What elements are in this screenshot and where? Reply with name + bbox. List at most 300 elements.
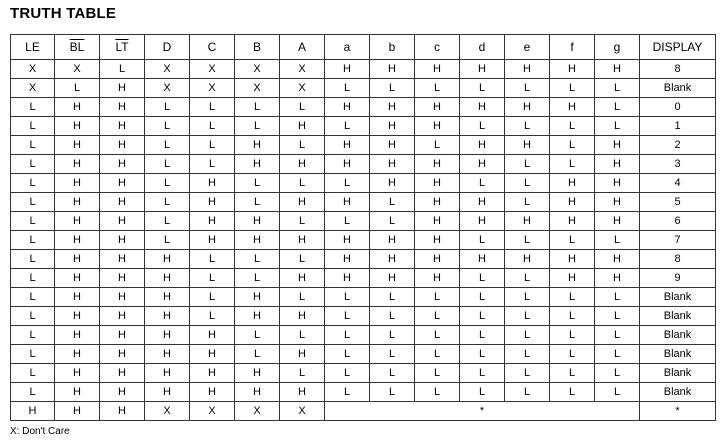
- table-cell: L: [370, 212, 415, 231]
- table-cell: L: [235, 269, 280, 288]
- table-cell: L: [415, 326, 460, 345]
- table-cell: L: [280, 136, 325, 155]
- table-cell: X: [280, 60, 325, 79]
- table-cell: H: [55, 117, 100, 136]
- display-cell: 7: [640, 231, 716, 250]
- table-cell: H: [145, 269, 190, 288]
- table-cell: X: [190, 79, 235, 98]
- table-cell: L: [415, 136, 460, 155]
- table-cell: H: [415, 231, 460, 250]
- table-cell: H: [550, 60, 595, 79]
- table-cell: H: [55, 250, 100, 269]
- table-cell: H: [100, 155, 145, 174]
- table-cell: L: [145, 117, 190, 136]
- table-cell: H: [55, 98, 100, 117]
- table-cell: L: [190, 155, 235, 174]
- table-cell: H: [100, 326, 145, 345]
- table-cell: H: [100, 174, 145, 193]
- table-cell: X: [235, 60, 280, 79]
- display-cell: 4: [640, 174, 716, 193]
- table-row: [11, 383, 716, 402]
- table-cell: H: [505, 136, 550, 155]
- table-cell: X: [145, 402, 190, 421]
- header-row: [11, 35, 716, 60]
- display-cell: Blank: [640, 364, 716, 383]
- table-cell: L: [550, 231, 595, 250]
- table-cell: L: [190, 250, 235, 269]
- table-cell: H: [11, 402, 55, 421]
- display-cell: *: [640, 402, 716, 421]
- table-cell: L: [55, 79, 100, 98]
- outputs-note-cell: *: [325, 402, 640, 421]
- table-row: [11, 326, 716, 345]
- table-cell: L: [235, 174, 280, 193]
- display-cell: Blank: [640, 345, 716, 364]
- table-cell: L: [280, 212, 325, 231]
- table-cell: L: [505, 345, 550, 364]
- table-cell: L: [550, 307, 595, 326]
- table-cell: L: [11, 155, 55, 174]
- table-cell: H: [595, 60, 640, 79]
- table-cell: L: [325, 364, 370, 383]
- table-cell: X: [11, 60, 55, 79]
- column-header: b: [370, 35, 415, 60]
- table-cell: L: [145, 136, 190, 155]
- table-row: [11, 212, 716, 231]
- table-cell: H: [100, 98, 145, 117]
- table-cell: L: [550, 364, 595, 383]
- table-cell: L: [145, 98, 190, 117]
- table-cell: H: [505, 60, 550, 79]
- table-cell: L: [550, 79, 595, 98]
- table-cell: H: [100, 269, 145, 288]
- table-cell: H: [190, 231, 235, 250]
- table-cell: X: [235, 79, 280, 98]
- table-row: [11, 402, 716, 421]
- table-cell: H: [460, 155, 505, 174]
- table-cell: H: [595, 155, 640, 174]
- table-cell: H: [55, 326, 100, 345]
- column-header: $\overline{BL}$: [55, 35, 100, 60]
- table-cell: H: [280, 155, 325, 174]
- table-cell: H: [55, 402, 100, 421]
- table-cell: H: [370, 250, 415, 269]
- column-header: d: [460, 35, 505, 60]
- table-cell: H: [550, 98, 595, 117]
- table-cell: H: [415, 174, 460, 193]
- table-cell: H: [550, 193, 595, 212]
- table-cell: L: [235, 250, 280, 269]
- table-cell: H: [325, 193, 370, 212]
- table-cell: L: [460, 174, 505, 193]
- table-cell: H: [370, 269, 415, 288]
- table-cell: L: [11, 212, 55, 231]
- table-cell: H: [280, 307, 325, 326]
- table-cell: L: [325, 79, 370, 98]
- table-cell: L: [595, 307, 640, 326]
- table-cell: L: [235, 98, 280, 117]
- table-cell: L: [505, 269, 550, 288]
- display-cell: 2: [640, 136, 716, 155]
- display-cell: 3: [640, 155, 716, 174]
- table-cell: L: [235, 326, 280, 345]
- table-cell: L: [415, 288, 460, 307]
- table-row: [11, 136, 716, 155]
- display-cell: 1: [640, 117, 716, 136]
- table-cell: H: [280, 231, 325, 250]
- table-cell: L: [505, 174, 550, 193]
- table-cell: L: [11, 288, 55, 307]
- table-cell: H: [100, 136, 145, 155]
- table-cell: L: [280, 98, 325, 117]
- table-cell: L: [550, 326, 595, 345]
- table-row: [11, 117, 716, 136]
- table-cell: H: [415, 193, 460, 212]
- table-cell: H: [550, 250, 595, 269]
- table-cell: H: [370, 231, 415, 250]
- display-cell: 0: [640, 98, 716, 117]
- column-header: A: [280, 35, 325, 60]
- table-cell: L: [505, 326, 550, 345]
- table-cell: X: [11, 79, 55, 98]
- table-cell: H: [280, 193, 325, 212]
- table-row: [11, 98, 716, 117]
- table-cell: H: [280, 345, 325, 364]
- table-cell: L: [595, 117, 640, 136]
- table-cell: H: [415, 212, 460, 231]
- column-header: e: [505, 35, 550, 60]
- table-cell: H: [145, 307, 190, 326]
- table-cell: L: [550, 288, 595, 307]
- table-cell: H: [55, 136, 100, 155]
- table-cell: H: [100, 402, 145, 421]
- table-cell: H: [55, 288, 100, 307]
- table-cell: H: [415, 269, 460, 288]
- table-cell: H: [370, 98, 415, 117]
- table-row: [11, 288, 716, 307]
- table-row: [11, 345, 716, 364]
- table-cell: X: [280, 79, 325, 98]
- table-cell: H: [280, 383, 325, 402]
- table-cell: L: [415, 307, 460, 326]
- table-cell: H: [235, 231, 280, 250]
- table-cell: L: [595, 79, 640, 98]
- table-cell: H: [505, 212, 550, 231]
- table-cell: H: [100, 117, 145, 136]
- table-cell: H: [190, 193, 235, 212]
- table-cell: H: [235, 383, 280, 402]
- table-cell: H: [100, 250, 145, 269]
- table-cell: L: [11, 364, 55, 383]
- table-cell: H: [55, 212, 100, 231]
- table-row: [11, 269, 716, 288]
- table-cell: X: [145, 60, 190, 79]
- table-cell: H: [145, 250, 190, 269]
- table-cell: H: [145, 345, 190, 364]
- table-cell: H: [235, 288, 280, 307]
- table-cell: L: [550, 383, 595, 402]
- table-cell: L: [145, 231, 190, 250]
- table-row: [11, 307, 716, 326]
- table-row: [11, 250, 716, 269]
- table-cell: L: [370, 288, 415, 307]
- table-cell: L: [550, 117, 595, 136]
- table-row: [11, 174, 716, 193]
- table-cell: L: [595, 288, 640, 307]
- table-cell: L: [460, 326, 505, 345]
- table-row: [11, 231, 716, 250]
- table-cell: L: [11, 307, 55, 326]
- table-cell: L: [325, 307, 370, 326]
- table-cell: H: [550, 174, 595, 193]
- table-cell: H: [325, 231, 370, 250]
- table-cell: L: [11, 174, 55, 193]
- table-cell: L: [11, 98, 55, 117]
- table-cell: L: [145, 155, 190, 174]
- table-cell: L: [190, 307, 235, 326]
- display-cell: 8: [640, 60, 716, 79]
- table-cell: L: [280, 326, 325, 345]
- table-cell: L: [325, 288, 370, 307]
- table-cell: H: [145, 364, 190, 383]
- column-header: DISPLAY: [640, 35, 716, 60]
- table-cell: L: [505, 307, 550, 326]
- truth-table: [10, 34, 716, 421]
- table-cell: L: [460, 364, 505, 383]
- table-cell: L: [235, 193, 280, 212]
- column-header: LE: [11, 35, 55, 60]
- table-cell: H: [100, 307, 145, 326]
- table-cell: H: [505, 98, 550, 117]
- table-cell: H: [190, 364, 235, 383]
- table-cell: H: [55, 383, 100, 402]
- table-cell: L: [415, 364, 460, 383]
- table-cell: L: [370, 326, 415, 345]
- table-cell: H: [370, 174, 415, 193]
- display-cell: Blank: [640, 288, 716, 307]
- table-cell: H: [145, 383, 190, 402]
- table-cell: L: [145, 174, 190, 193]
- table-cell: L: [505, 288, 550, 307]
- table-cell: H: [325, 250, 370, 269]
- table-cell: L: [550, 136, 595, 155]
- table-row: [11, 364, 716, 383]
- table-cell: H: [55, 193, 100, 212]
- table-cell: L: [550, 155, 595, 174]
- table-cell: L: [280, 174, 325, 193]
- table-cell: H: [415, 98, 460, 117]
- table-cell: L: [595, 326, 640, 345]
- table-cell: L: [460, 117, 505, 136]
- table-cell: H: [595, 269, 640, 288]
- table-cell: H: [460, 136, 505, 155]
- table-cell: H: [190, 383, 235, 402]
- table-cell: L: [370, 345, 415, 364]
- table-cell: L: [235, 117, 280, 136]
- table-cell: H: [55, 231, 100, 250]
- table-cell: H: [550, 269, 595, 288]
- table-cell: L: [235, 345, 280, 364]
- table-cell: L: [595, 98, 640, 117]
- table-cell: H: [415, 60, 460, 79]
- table-cell: L: [505, 193, 550, 212]
- table-cell: X: [55, 60, 100, 79]
- display-cell: 8: [640, 250, 716, 269]
- table-cell: L: [11, 193, 55, 212]
- table-cell: L: [370, 364, 415, 383]
- table-cell: L: [415, 383, 460, 402]
- table-cell: X: [145, 79, 190, 98]
- table-cell: L: [280, 364, 325, 383]
- table-cell: H: [100, 212, 145, 231]
- table-cell: H: [100, 193, 145, 212]
- table-cell: L: [280, 288, 325, 307]
- table-cell: H: [280, 269, 325, 288]
- table-cell: L: [280, 250, 325, 269]
- table-cell: L: [11, 231, 55, 250]
- table-cell: L: [460, 345, 505, 364]
- table-cell: H: [460, 250, 505, 269]
- table-cell: H: [460, 193, 505, 212]
- table-cell: L: [505, 383, 550, 402]
- table-cell: L: [325, 345, 370, 364]
- table-cell: L: [505, 364, 550, 383]
- table-cell: H: [100, 79, 145, 98]
- column-header: D: [145, 35, 190, 60]
- table-cell: L: [190, 136, 235, 155]
- table-cell: L: [460, 79, 505, 98]
- table-cell: L: [11, 117, 55, 136]
- table-cell: H: [460, 60, 505, 79]
- table-cell: L: [100, 60, 145, 79]
- table-cell: L: [415, 345, 460, 364]
- table-cell: L: [460, 269, 505, 288]
- table-cell: H: [55, 174, 100, 193]
- table-cell: L: [595, 345, 640, 364]
- table-cell: H: [370, 136, 415, 155]
- table-cell: X: [190, 402, 235, 421]
- table-cell: L: [325, 117, 370, 136]
- table-cell: H: [190, 345, 235, 364]
- table-cell: H: [100, 383, 145, 402]
- table-cell: L: [325, 383, 370, 402]
- table-cell: H: [190, 212, 235, 231]
- column-header: B: [235, 35, 280, 60]
- table-cell: H: [190, 174, 235, 193]
- table-cell: L: [11, 250, 55, 269]
- table-cell: H: [415, 117, 460, 136]
- table-cell: L: [595, 383, 640, 402]
- table-cell: L: [370, 79, 415, 98]
- table-cell: H: [460, 212, 505, 231]
- table-cell: L: [370, 307, 415, 326]
- table-row: [11, 79, 716, 98]
- table-cell: L: [325, 212, 370, 231]
- table-cell: L: [145, 193, 190, 212]
- table-cell: L: [595, 231, 640, 250]
- table-cell: L: [370, 383, 415, 402]
- table-cell: L: [460, 231, 505, 250]
- table-cell: L: [505, 117, 550, 136]
- table-cell: H: [460, 98, 505, 117]
- table-cell: L: [325, 174, 370, 193]
- table-cell: H: [235, 155, 280, 174]
- column-header: f: [550, 35, 595, 60]
- table-cell: L: [190, 288, 235, 307]
- table-cell: X: [280, 402, 325, 421]
- table-cell: H: [325, 60, 370, 79]
- table-cell: L: [190, 98, 235, 117]
- table-cell: H: [55, 345, 100, 364]
- table-cell: L: [370, 193, 415, 212]
- table-cell: H: [190, 326, 235, 345]
- table-cell: H: [595, 212, 640, 231]
- table-cell: L: [325, 326, 370, 345]
- table-cell: H: [100, 345, 145, 364]
- table-cell: H: [235, 307, 280, 326]
- table-cell: H: [595, 250, 640, 269]
- footnote: X: Don't Care: [10, 426, 70, 437]
- table-cell: H: [325, 136, 370, 155]
- table-cell: L: [460, 383, 505, 402]
- table-cell: H: [55, 364, 100, 383]
- display-cell: Blank: [640, 307, 716, 326]
- table-cell: L: [505, 79, 550, 98]
- table-cell: H: [145, 288, 190, 307]
- table-cell: H: [595, 136, 640, 155]
- column-header: g: [595, 35, 640, 60]
- table-cell: H: [100, 231, 145, 250]
- table-cell: H: [55, 269, 100, 288]
- display-cell: 6: [640, 212, 716, 231]
- table-cell: H: [325, 98, 370, 117]
- table-cell: H: [235, 364, 280, 383]
- table-cell: L: [11, 269, 55, 288]
- table-body: [11, 60, 716, 421]
- display-cell: Blank: [640, 79, 716, 98]
- display-cell: 5: [640, 193, 716, 212]
- display-cell: 9: [640, 269, 716, 288]
- table-cell: L: [505, 155, 550, 174]
- table-cell: L: [415, 79, 460, 98]
- table-cell: L: [505, 231, 550, 250]
- table-cell: H: [595, 174, 640, 193]
- table-cell: H: [415, 250, 460, 269]
- table-row: [11, 155, 716, 174]
- table-cell: H: [325, 269, 370, 288]
- table-cell: H: [145, 326, 190, 345]
- table-cell: L: [595, 364, 640, 383]
- display-cell: Blank: [640, 326, 716, 345]
- table-cell: X: [190, 60, 235, 79]
- column-header: a: [325, 35, 370, 60]
- table-cell: L: [460, 288, 505, 307]
- column-header: $\overline{LT}$: [100, 35, 145, 60]
- table-cell: H: [370, 117, 415, 136]
- table-cell: H: [100, 288, 145, 307]
- column-header: C: [190, 35, 235, 60]
- table-cell: H: [280, 117, 325, 136]
- column-header: c: [415, 35, 460, 60]
- table-cell: H: [55, 307, 100, 326]
- table-row: [11, 60, 716, 79]
- table-cell: L: [11, 136, 55, 155]
- table-cell: L: [145, 212, 190, 231]
- table-cell: H: [55, 155, 100, 174]
- table-cell: H: [505, 250, 550, 269]
- page-title: TRUTH TABLE: [10, 5, 117, 22]
- table-cell: L: [550, 345, 595, 364]
